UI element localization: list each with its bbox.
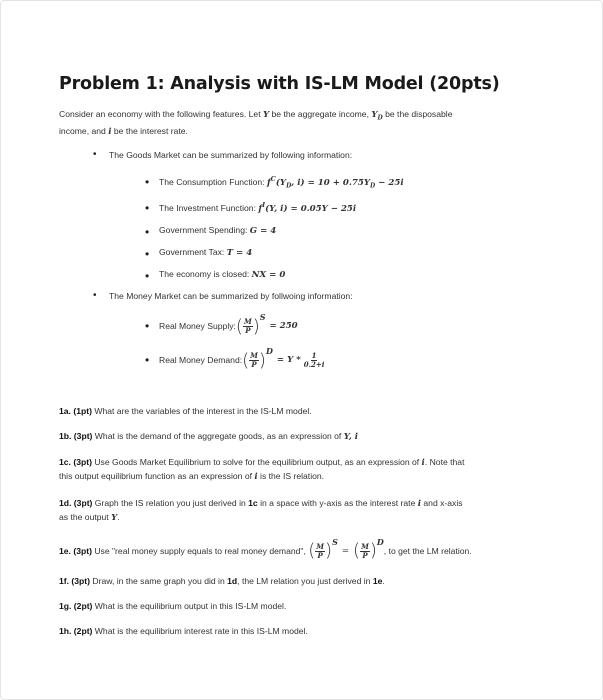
right-paren: ) xyxy=(258,349,266,371)
consumption-f: f xyxy=(266,177,271,188)
eq-sign: = xyxy=(341,545,350,556)
question-var: i xyxy=(421,458,425,468)
goods-market-heading-text: The Goods Market can be summarized by following information: xyxy=(109,149,353,160)
question-text: is the IS relation. xyxy=(257,470,325,481)
frac-den: P xyxy=(317,550,323,560)
investment-f: f xyxy=(258,204,263,215)
frac-num: 1 xyxy=(311,350,317,360)
consumption-sub: D xyxy=(286,182,292,190)
problem-title: Problem 1: Analysis with IS-LM Model (20pts) xyxy=(59,74,500,94)
intro-text: Consider an economy with the following features. Let xyxy=(59,109,263,119)
frac-den: 0.2+i xyxy=(303,359,325,369)
question-label: 1e. (3pt) xyxy=(59,545,92,556)
frac-den: P xyxy=(245,325,251,335)
left-paren: ( xyxy=(242,349,250,371)
tax-label: Government Tax: xyxy=(159,247,227,258)
frac-num: M xyxy=(250,350,258,360)
question-1b xyxy=(59,430,551,444)
consumption-label: The Consumption Function: xyxy=(159,176,267,187)
investment-formula: (Y, i) = 0.05Y − 25i xyxy=(265,204,357,215)
question-1g xyxy=(59,600,551,613)
question-var: Y xyxy=(111,512,118,523)
question-text: and x-axis xyxy=(421,498,463,508)
question-text: Use Goods Market Equilibrium to solve for the equilibrium output, as an expression of xyxy=(91,457,422,467)
question-text: What is the equilibrium output in this IS-LM model. xyxy=(92,601,287,611)
question-text: , to get the LM relation. xyxy=(383,545,472,556)
intro-text: be the interest rate. xyxy=(111,125,188,136)
tax-formula: T = 4 xyxy=(226,248,253,259)
m-over-p-fraction xyxy=(315,543,325,560)
demand-eq: = Y * xyxy=(276,355,301,366)
left-paren: ( xyxy=(353,539,361,561)
m-over-p-fraction xyxy=(360,543,370,560)
investment-item xyxy=(59,201,549,214)
frac-den: P xyxy=(251,359,257,369)
intro-var-y: Y xyxy=(262,110,270,120)
question-label: 1f. (3pt) xyxy=(59,576,91,586)
question-label: 1a. (1pt) xyxy=(59,406,92,416)
right-paren: ) xyxy=(252,315,260,337)
question-var: i xyxy=(254,471,258,482)
supply-sup: S xyxy=(259,312,266,323)
frac-num: M xyxy=(243,316,252,326)
question-text: . Note that xyxy=(424,457,465,467)
question-text: as the output xyxy=(59,511,112,522)
frac-num: M xyxy=(316,541,325,551)
question-label: 1b. (3pt) xyxy=(59,431,93,441)
question-var: i xyxy=(417,499,421,509)
consumption-tail: − 25i xyxy=(375,177,404,188)
investment-label: The Investment Function: xyxy=(159,203,259,214)
money-market-heading xyxy=(59,291,549,303)
m-over-p-fraction xyxy=(249,352,259,369)
supply-value: = 250 xyxy=(269,321,298,332)
government-formula: G = 4 xyxy=(249,226,277,237)
consumption-item xyxy=(59,175,549,190)
eq-sup-d: D xyxy=(376,536,384,547)
government-tax-item xyxy=(59,247,549,258)
question-1f xyxy=(59,575,551,588)
consumption-sub: D xyxy=(369,182,376,190)
question-label: 1c. (3pt) xyxy=(59,457,92,467)
question-ref: 1e xyxy=(372,576,383,586)
question-text: What is the equilibrium interest rate in this IS-LM model. xyxy=(92,626,308,636)
money-demand-item xyxy=(59,347,549,373)
question-ref: 1c xyxy=(248,498,258,508)
money-market-heading-text: The Money Market can be summarized by follwoing information: xyxy=(109,291,353,302)
intro-var-i: i xyxy=(108,126,112,137)
intro-text: income, and xyxy=(59,125,109,136)
left-paren: ( xyxy=(235,315,243,337)
closed-economy-item xyxy=(59,269,549,280)
intro-var-yd-sub: D xyxy=(377,114,383,122)
investment-sup: I xyxy=(262,201,266,210)
question-label: 1h. (2pt) xyxy=(59,626,93,636)
right-paren: ) xyxy=(325,539,333,561)
intro-text: be the disposable xyxy=(382,109,453,119)
question-text: . xyxy=(117,511,120,522)
question-text: What is the demand of the aggregate goods, as an expression of xyxy=(92,431,344,441)
problem-document xyxy=(59,74,549,373)
supply-label: • Real Money Supply: xyxy=(159,321,236,332)
question-1c xyxy=(59,456,551,483)
question-1h xyxy=(59,625,551,638)
demand-sup: D xyxy=(265,346,273,357)
left-paren: ( xyxy=(308,539,316,561)
question-text: . xyxy=(382,576,385,586)
intro-var-yd: Y xyxy=(371,110,378,120)
intro-text: be the aggregate income, xyxy=(269,109,372,119)
right-paren: ) xyxy=(369,539,377,561)
question-text: Use "real money supply equals to real money demand", xyxy=(91,545,309,556)
question-1e xyxy=(59,536,551,566)
question-vars: Y, i xyxy=(343,432,358,442)
frac-num: M xyxy=(361,541,369,551)
government-spending-item xyxy=(59,225,549,236)
closed-label: The economy is closed: xyxy=(159,269,252,280)
demand-fraction xyxy=(304,352,325,369)
consumption-rhs: , i) = 10 + 0.75Y xyxy=(291,177,370,188)
government-label: Government Spending: xyxy=(159,225,250,236)
question-text: , the LM relation you just derived in xyxy=(237,576,373,586)
question-text: this output equilibrium function as an expression of xyxy=(59,470,255,481)
demand-label: • Real Money Demand: xyxy=(159,355,243,366)
m-over-p-fraction xyxy=(243,318,253,335)
question-1a xyxy=(59,405,551,418)
question-label: 1g. (2pt) xyxy=(59,601,93,611)
problem-intro xyxy=(59,108,549,139)
question-text: Graph the IS relation you just derived in xyxy=(92,498,249,508)
money-supply-item xyxy=(59,313,549,339)
question-text: in a space with y-axis as the interest rate xyxy=(257,498,418,508)
goods-market-heading xyxy=(59,150,549,162)
question-text: What are the variables of the interest in the IS-LM model. xyxy=(91,406,312,416)
closed-formula: NX = 0 xyxy=(251,270,286,281)
consumption-sup: C xyxy=(270,174,276,183)
question-1d xyxy=(59,497,551,524)
question-label: 1d. (3pt) xyxy=(59,498,93,508)
question-ref: 1d xyxy=(227,576,238,586)
question-text: Draw, in the same graph you did in xyxy=(90,576,228,586)
frac-den: P xyxy=(362,550,368,560)
consumption-args: (Y xyxy=(275,177,287,188)
eq-sup-s: S xyxy=(332,536,338,547)
